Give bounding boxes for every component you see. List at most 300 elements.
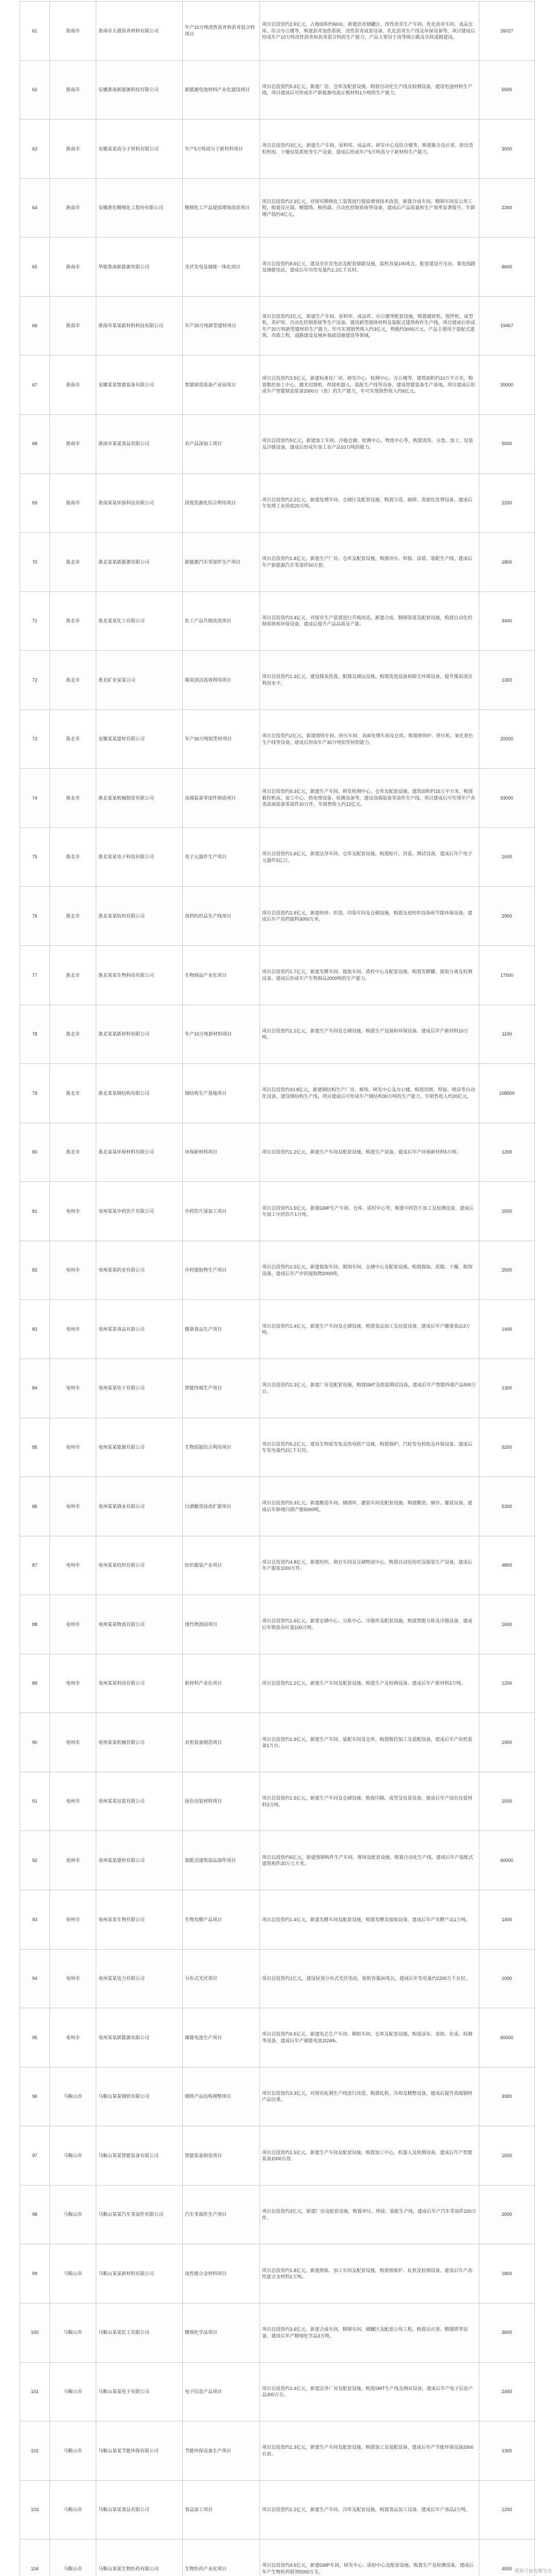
cell-number: 67 <box>20 355 50 415</box>
project-table <box>20 1 535 2576</box>
cell-project: 钢铁产品结构调整项目 <box>183 2067 260 2126</box>
table-row <box>20 533 535 592</box>
cell-number: 75 <box>20 827 50 887</box>
cell-description: 项目总投资约1.2亿元，新建生产车间及配套设施，购置生产及检测设备，建成后年产新材料2万吨。 <box>260 1654 479 1713</box>
cell-investment: 1100 <box>479 1005 535 1064</box>
cell-number: 92 <box>20 1831 50 1890</box>
table-row <box>20 120 535 179</box>
cell-investment: 8600 <box>479 238 535 297</box>
cell-city: 马鞍山市 <box>50 2303 96 2362</box>
table-row <box>20 355 535 415</box>
cell-company: 亳州某某机械有限公司 <box>96 1713 183 1772</box>
cell-description: 项目总投资约3.4亿元，对现有生产装置进行升级改造，新建合成、精制装置及配套设施，购置自动化控制系统和环保设备，建成后提升产品品质及产能。 <box>260 591 479 651</box>
cell-description: 项目总投资约6亿元，新建预制构件生产车间、堆场及配套设施，购置自动化生产线，建成后年产装配式建筑构件20万立方米。 <box>260 1831 479 1890</box>
table-row <box>20 2185 535 2244</box>
cell-city: 马鞍山市 <box>50 2421 96 2481</box>
cell-description: 项目总投资约1.5亿元，新建生产车间及仓储设施，购置印刷、成型及包装设备，建成后年产绿色包装材料3万吨。 <box>260 1772 479 1831</box>
cell-number: 63 <box>20 120 50 179</box>
cell-project: 年产10万吨改性沥青和沥青混合料项目 <box>183 2 260 61</box>
cell-project: 农机装备制造项目 <box>183 1713 260 1772</box>
cell-investment: 1300 <box>479 1359 535 1418</box>
cell-description: 项目总投资约1.3亿元，新建厂房及配套设施，购置SMT及组装测试设备，建成后年产智能终端产品500万台。 <box>260 1359 479 1418</box>
cell-number: 96 <box>20 2067 50 2126</box>
cell-project: 化工产品升级改造项目 <box>183 591 260 651</box>
cell-company: 淮北某某机械制造有限公司 <box>96 769 183 828</box>
cell-number: 68 <box>20 414 50 473</box>
cell-description: 项目总投资约1.6亿元，新建仓储中心、分拣中心、冷链库及配套设施，购置智能分拣及冷链设备，建成后年物流吞吐量100万吨。 <box>260 1595 479 1654</box>
table-row <box>20 1123 535 1182</box>
cell-project: 中药提取物生产项目 <box>183 1241 260 1300</box>
cell-company: 亳州某某食品有限公司 <box>96 1300 183 1359</box>
cell-project: 高端装备零部件制造项目 <box>183 769 260 828</box>
table-row <box>20 1241 535 1300</box>
cell-description: 项目总投资约2亿元，新建厂房及配套设施，购置冲压、焊接、装配生产线，建成后年产汽车零部件100万件。 <box>260 2185 479 2244</box>
cell-investment: 2900 <box>479 887 535 946</box>
cell-number: 78 <box>20 1005 50 1064</box>
cell-investment: 1400 <box>479 1890 535 1950</box>
table-row <box>20 2539 535 2576</box>
table-row <box>20 60 535 120</box>
cell-city: 淮南市 <box>50 296 96 355</box>
cell-description: 项目总投资约10.8亿元，新建钢结构生产厂房、堆场、研发中心及办公楼，购置切割、焊接、喷涂等自动化设备，建设钢结构生产线，项目建成后可形成年产钢结构30万吨的生产能力，年销售收入约20亿元。 <box>260 1064 479 1123</box>
table-row <box>20 1890 535 1950</box>
cell-project: 智能装备制造项目 <box>183 2126 260 2185</box>
cell-investment: 1200 <box>479 2480 535 2539</box>
cell-number: 90 <box>20 1713 50 1772</box>
table-row <box>20 2421 535 2481</box>
cell-description: 项目总投资约5.5亿元，新建厂房、仓库及配套设施，购置自动化生产线及检测设备，建设电池材料生产线，项目建成后可形成年产新能源电池正极材料1万吨的生产能力。 <box>260 60 479 120</box>
table-row <box>20 2 535 61</box>
cell-company: 安徽某某建材有限公司 <box>96 709 183 769</box>
cell-project: 生物制品产业化项目 <box>183 946 260 1005</box>
table-row <box>20 2067 535 2126</box>
cell-description: 项目总投资约4.5亿元，新建GMP车间、研发中心、质检中心及配套设施，购置生产及检测设备，建成后年产生物医药制剂5000万支。 <box>260 2539 479 2576</box>
cell-description: 项目总投资约6.5亿元，新建电芯生产车间、模组车间、仓库及配套设施，购置涂布、卷绕、化成、检测等设备，建成后年产储能电池2GWh。 <box>260 2008 479 2067</box>
cell-city: 马鞍山市 <box>50 2067 96 2126</box>
cell-investment: 2200 <box>479 473 535 533</box>
cell-company: 亳州某某电力有限公司 <box>96 1949 183 2008</box>
cell-investment: 2300 <box>479 178 535 238</box>
cell-number: 62 <box>20 60 50 120</box>
watermark: 搜狐号@安徽发改 <box>514 2568 552 2573</box>
cell-project: 固废资源化综合利用项目 <box>183 473 260 533</box>
cell-company: 淮北某某纺织有限公司 <box>96 887 183 946</box>
cell-city: 淮北市 <box>50 1005 96 1064</box>
cell-investment: 17500 <box>479 946 535 1005</box>
cell-number: 73 <box>20 709 50 769</box>
cell-number: 89 <box>20 1654 50 1713</box>
cell-project: 食品加工项目 <box>183 2480 260 2539</box>
table-row <box>20 238 535 297</box>
cell-number: 101 <box>20 2362 50 2421</box>
cell-investment: 20000 <box>479 709 535 769</box>
cell-investment: 1900 <box>479 1713 535 1772</box>
cell-company: 马鞍山某某汽车零部件有限公司 <box>96 2185 183 2244</box>
cell-company: 马鞍山某某新材料有限公司 <box>96 2244 183 2303</box>
cell-description: 项目总投资约5.2亿元，建设生物质发电及热电联产设施，购置锅炉、汽轮发电机组及环保设备，建成后年发电量约2亿千瓦时。 <box>260 1418 479 1477</box>
cell-city: 淮北市 <box>50 709 96 769</box>
cell-project: 高性能合金材料项目 <box>183 2244 260 2303</box>
cell-number: 76 <box>20 887 50 946</box>
cell-project: 生物发酵产品项目 <box>183 1890 260 1950</box>
cell-number: 102 <box>20 2421 50 2481</box>
cell-number: 88 <box>20 1595 50 1654</box>
cell-project: 电子信息产品项目 <box>183 2362 260 2421</box>
cell-description: 项目总投资约1.4亿元，新建发酵车间及配套设施，购置发酵及提取设备，建成后年产发酵产品1万吨。 <box>260 1890 479 1950</box>
cell-investment: 1600 <box>479 1595 535 1654</box>
cell-city: 亳州市 <box>50 2008 96 2067</box>
cell-city: 淮南市 <box>50 178 96 238</box>
cell-investment: 1500 <box>479 1182 535 1241</box>
cell-city: 亳州市 <box>50 1831 96 1890</box>
cell-city: 亳州市 <box>50 1359 96 1418</box>
cell-description: 项目总投资约1亿元，建设屋顶分布式光伏电站，装机容量20兆瓦，建成后年发电量约2200万千瓦时。 <box>260 1949 479 2008</box>
cell-investment: 1300 <box>479 2421 535 2481</box>
cell-description: 项目总投资约1.4亿元，新建生产车间及仓储设施，购置食品加工及包装设备，建成后年产健康食品3万吨。 <box>260 1300 479 1359</box>
cell-company: 马鞍山某某智能装备有限公司 <box>96 2126 183 2185</box>
cell-investment: 5000 <box>479 414 535 473</box>
cell-city: 淮北市 <box>50 1064 96 1123</box>
cell-city: 淮南市 <box>50 2 96 61</box>
cell-investment: 26027 <box>479 2 535 61</box>
cell-description: 项目总投资约2.6亿元，占地面积约60亩，新建沥青储罐区、改性沥青生产车间、乳化沥青车间、成品仓库、综合办公楼等，购置沥青加热系统、改性沥青成套设备、乳化沥青生产线及环保设备等，项目建成后形成年产10万吨改性沥青和沥青混合料的生产能力，产品主要用于高等级公路及市政道路建设。 <box>260 2 479 61</box>
cell-number: 84 <box>20 1359 50 1418</box>
cell-project: 中药饮片深加工项目 <box>183 1182 260 1241</box>
cell-number: 85 <box>20 1418 50 1477</box>
cell-city: 亳州市 <box>50 1890 96 1950</box>
cell-investment: 1800 <box>479 533 535 592</box>
cell-project: 分布式光伏项目 <box>183 1949 260 2008</box>
cell-city: 淮北市 <box>50 591 96 651</box>
cell-description: 项目总投资约8.6亿元，建设光伏发电站及配套储能设施，装机容量100兆瓦，配套建设升压站、集电线路及储能电站，建成后年均发电量约1.2亿千瓦时。 <box>260 238 479 297</box>
cell-project: 新材料产业化项目 <box>183 1654 260 1713</box>
cell-number: 65 <box>20 238 50 297</box>
cell-description: 项目总投资约5.3亿元，新建酿造车间、储酒库、灌装车间及配套设施，购置酿造、储存、灌装设备，建成后年新增白酒产能5000吨。 <box>260 1477 479 1536</box>
cell-city: 亳州市 <box>50 1713 96 1772</box>
cell-description: 项目总投资约1.1亿元，新建生产车间及仓储设施，购置生产设备和环保设备，建成后年产新材料10万吨。 <box>260 1005 479 1064</box>
cell-investment: 3600 <box>479 2303 535 2362</box>
cell-number: 74 <box>20 769 50 828</box>
cell-project: 钢结构生产基地项目 <box>183 1064 260 1123</box>
table-row <box>20 1359 535 1418</box>
table-row <box>20 2126 535 2185</box>
cell-investment: 1300 <box>479 651 535 710</box>
cell-number: 86 <box>20 1477 50 1536</box>
cell-project: 精细化学品项目 <box>183 2303 260 2362</box>
cell-city: 亳州市 <box>50 1241 96 1300</box>
cell-number: 72 <box>20 651 50 710</box>
cell-city: 马鞍山市 <box>50 2185 96 2244</box>
cell-company: 亳州某某能源有限公司 <box>96 1418 183 1477</box>
cell-company: 淮北某某钢结构有限公司 <box>96 1064 183 1123</box>
cell-city: 亳州市 <box>50 1300 96 1359</box>
cell-investment: 60000 <box>479 1831 535 1890</box>
cell-description: 项目总投资约4.8亿元，新建纺织、制衣车间及仓储物流中心，购置自动化纺织及服装生产设备，建成后年产服装1000万件。 <box>260 1536 479 1595</box>
cell-project: 新能源汽车零部件生产项目 <box>183 533 260 592</box>
cell-number: 98 <box>20 2185 50 2244</box>
table-row <box>20 651 535 710</box>
cell-city: 淮南市 <box>50 473 96 533</box>
cell-city: 淮南市 <box>50 120 96 179</box>
cell-project: 生物医药产业化项目 <box>183 2539 260 2576</box>
cell-project: 光伏发电及储能一体化项目 <box>183 238 260 297</box>
cell-project: 汽车零部件生产项目 <box>183 2185 260 2244</box>
cell-company: 安徽淮化精细化工股份有限公司 <box>96 178 183 238</box>
cell-project: 电子元器件生产项目 <box>183 827 260 887</box>
cell-project: 煤炭清洁高效利用项目 <box>183 651 260 710</box>
cell-description: 项目总投资约2亿元，新建生产车间、原料库、成品库、办公楼等配套设施，购置破碎机、搅拌机、成型机、养护窑、自动化控制系统等生产设备，建设新型墙体材料及装配式建筑构件生产线，项目建成后形成年产20万吨新型建材的生产能力，年可实现销售收入约3亿元，利税约3000万元。产品主要用于装配式建筑、市政工程、道路建设及城乡基础设施建设等领域。 <box>260 296 479 355</box>
cell-project: 年产10万吨新材料项目 <box>183 1005 260 1064</box>
table-row <box>20 1772 535 1831</box>
cell-company: 马鞍山某某生物医药有限公司 <box>96 2539 183 2576</box>
cell-investment: 1200 <box>479 1123 535 1182</box>
cell-investment: 1400 <box>479 1300 535 1359</box>
cell-company: 亳州某某物流有限公司 <box>96 1595 183 1654</box>
cell-description: 项目总投资约1.9亿元，新建生产车间、装配车间及仓库，购置数控加工及装配设备，建成后年产农机装备1万台。 <box>260 1713 479 1772</box>
cell-investment: 93000 <box>479 769 535 828</box>
cell-company: 亳州某某电子有限公司 <box>96 1359 183 1418</box>
cell-city: 马鞍山市 <box>50 2362 96 2421</box>
cell-project: 生物质能综合利用项目 <box>183 1418 260 1477</box>
cell-project: 年产20万吨新型建材项目 <box>183 296 260 355</box>
cell-investment: 3000 <box>479 120 535 179</box>
cell-city: 淮北市 <box>50 533 96 592</box>
cell-city: 马鞍山市 <box>50 2244 96 2303</box>
table-row <box>20 827 535 887</box>
cell-description: 项目总投资约1.2亿元，新建生产车间及配套设施，购置生产设备，建成后年产环保新材料5万吨。 <box>260 1123 479 1182</box>
cell-investment: 1600 <box>479 827 535 887</box>
cell-description: 项目总投资约2亿元，新建熔铸车间、挤压车间、表面处理车间及仓库，购置熔铸炉、挤压机、氧化着色生产线等设备，建成后形成年产30万吨铝型材的能力。 <box>260 709 479 769</box>
cell-description: 项目总投资约1.7亿元，新建发酵车间、提取车间、质检中心及配套设施，购置发酵罐、提取分离及检测设备，建成后形成年产生物制品2000吨的生产能力。 <box>260 946 479 1005</box>
cell-investment: 65000 <box>479 2008 535 2067</box>
cell-number: 71 <box>20 591 50 651</box>
cell-city: 淮南市 <box>50 60 96 120</box>
cell-investment: 5500 <box>479 60 535 120</box>
cell-city: 淮北市 <box>50 946 96 1005</box>
cell-company: 马鞍山某某食品有限公司 <box>96 2480 183 2539</box>
cell-city: 马鞍山市 <box>50 2539 96 2576</box>
table-row <box>20 414 535 473</box>
table-row <box>20 769 535 828</box>
cell-investment: 1000 <box>479 1949 535 2008</box>
table-row <box>20 473 535 533</box>
cell-company: 淮南市某某食品有限公司 <box>96 414 183 473</box>
cell-number: 100 <box>20 2303 50 2362</box>
cell-investment: 2000 <box>479 2185 535 2244</box>
table-row <box>20 1064 535 1123</box>
cell-description: 项目总投资约3亿元，新建生产车间、原料库、成品库、研发中心及综合楼等，购置聚合反应釜、挤出造粒机组、干燥包装系统等生产设备，建成后形成年产5万吨高分子新材料生产能力。 <box>260 120 479 179</box>
cell-description: 项目总投资约3.6亿元，新建合成车间、精制车间、储罐区及配套公用工程，购置反应釜、精馏塔等设备，建成后年产精细化学品3万吨。 <box>260 2303 479 2362</box>
cell-city: 淮北市 <box>50 827 96 887</box>
cell-investment: 3400 <box>479 591 535 651</box>
cell-company: 安徽某某高分子材料有限公司 <box>96 120 183 179</box>
cell-city: 淮北市 <box>50 887 96 946</box>
cell-project: 现代物流园项目 <box>183 1595 260 1654</box>
table-row <box>20 1182 535 1241</box>
cell-company: 马鞍山某某化工有限公司 <box>96 2303 183 2362</box>
cell-project: 绿色包装材料项目 <box>183 1772 260 1831</box>
cell-number: 87 <box>20 1536 50 1595</box>
cell-number: 69 <box>20 473 50 533</box>
table-body <box>20 2 535 2576</box>
cell-city: 亳州市 <box>50 1418 96 1477</box>
table-row <box>20 1300 535 1359</box>
cell-project: 纺织服装产业项目 <box>183 1536 260 1595</box>
cell-city: 亳州市 <box>50 1654 96 1713</box>
cell-company: 亳州某某包装有限公司 <box>96 1772 183 1831</box>
cell-project: 新能源电池材料产业化建设项目 <box>183 60 260 120</box>
cell-number: 97 <box>20 2126 50 2185</box>
cell-project: 年产30万吨铝型材项目 <box>183 709 260 769</box>
table-row <box>20 1949 535 2008</box>
cell-company: 亳州某某新能源有限公司 <box>96 2008 183 2067</box>
cell-description: 项目总投资约1.6亿元，新建洁净车间、仓库及配套设施，购置贴片、封装、测试设备，建成后年产电子元器件5亿只。 <box>260 827 479 887</box>
cell-company: 亳州某某药业有限公司 <box>96 1241 183 1300</box>
table-row <box>20 2480 535 2539</box>
cell-city: 亳州市 <box>50 1949 96 2008</box>
table-row <box>20 1654 535 1713</box>
table-row <box>20 2362 535 2421</box>
cell-city: 亳州市 <box>50 1182 96 1241</box>
cell-number: 80 <box>20 1123 50 1182</box>
cell-company: 亳州某某生物有限公司 <box>96 1890 183 1950</box>
cell-company: 淮北某某新能源有限公司 <box>96 533 183 592</box>
cell-number: 64 <box>20 178 50 238</box>
cell-number: 83 <box>20 1300 50 1359</box>
cell-number: 94 <box>20 1949 50 2008</box>
cell-investment: 2400 <box>479 2362 535 2421</box>
cell-description: 项目总投资约5亿元，新建加工车间、冷链仓储、检测中心、物流中心等，购置清洗、分选、加工、包装及冷链设备，建成后形成年加工农产品10万吨的能力。 <box>260 414 479 473</box>
cell-project: 储能电池生产项目 <box>183 2008 260 2067</box>
cell-number: 77 <box>20 946 50 1005</box>
table-row <box>20 2008 535 2067</box>
cell-project: 精细化工产品提质增效改造项目 <box>183 178 260 238</box>
cell-description: 项目总投资约1.8亿元，新建生产厂房、仓库及配套设施，购置冲压、焊接、涂装、装配生产线，建成后年产新能源汽车零部件50万套。 <box>260 533 479 592</box>
cell-city: 亳州市 <box>50 1477 96 1536</box>
cell-investment: 1800 <box>479 2244 535 2303</box>
cell-investment: 1200 <box>479 1654 535 1713</box>
cell-investment: 4500 <box>479 2539 535 2576</box>
cell-city: 亳州市 <box>50 1536 96 1595</box>
cell-company: 亳州某某建材有限公司 <box>96 1831 183 1890</box>
cell-description: 项目总投资约9.3亿元，新建生产车间、研发检测中心、仓库及配套设施，建筑面积约15万平方米，购置数控机床、加工中心、热处理设备、检测设备等，建设高端装备零部件生产线，项目建成后可实现年产各类高端装备零部件20万件，年销售收入约12亿元。 <box>260 769 479 828</box>
table-row <box>20 887 535 946</box>
cell-investment: 5200 <box>479 1418 535 1477</box>
table-row <box>20 296 535 355</box>
table-row <box>20 1418 535 1477</box>
cell-description: 项目总投资约3.3亿元，对现有轧钢生产线进行改造，购置轧机、冷却及精整设备，建成后提升高端钢材产品比重。 <box>260 2067 479 2126</box>
table-row <box>20 2303 535 2362</box>
table-row <box>20 2244 535 2303</box>
cell-company: 淮北某某化工有限公司 <box>96 591 183 651</box>
table-row <box>20 1536 535 1595</box>
cell-number: 95 <box>20 2008 50 2067</box>
cell-project: 年产5万吨高分子新材料项目 <box>183 120 260 179</box>
cell-company: 淮北某某电子科技有限公司 <box>96 827 183 887</box>
cell-city: 淮南市 <box>50 414 96 473</box>
cell-description: 项目总投资约2.5亿元，新建提取车间、制剂车间、仓储中心及配套设施，购置提取、浓缩、干燥、制剂设备，建成后年产中药提取物2000吨。 <box>260 1241 479 1300</box>
table-row <box>20 709 535 769</box>
cell-company: 亳州某某酒业有限公司 <box>96 1477 183 1536</box>
cell-company: 淮北某某新材料有限公司 <box>96 1005 183 1064</box>
cell-number: 93 <box>20 1890 50 1950</box>
cell-number: 99 <box>20 2244 50 2303</box>
cell-project: 智能制造装备产业园项目 <box>183 355 260 415</box>
cell-city: 淮北市 <box>50 1123 96 1182</box>
cell-investment: 1500 <box>479 1772 535 1831</box>
cell-description: 项目总投资约3.5亿元，新建标准化厂房、研发中心、检测中心、办公楼等，建筑面积约10万平方米，购置数控加工中心、激光切割机、焊接机器人、装配生产线等设备，建设智能装备生产基地，项目建成后形成年产智能制造装备2000台（套）的生产能力，年可实现销售收入约6亿元。 <box>260 355 479 415</box>
cell-number: 104 <box>20 2539 50 2576</box>
cell-investment: 2500 <box>479 1241 535 1300</box>
table-row <box>20 1005 535 1064</box>
cell-investment: 4800 <box>479 1536 535 1595</box>
cell-company: 马鞍山某某钢铁有限公司 <box>96 2067 183 2126</box>
cell-description: 项目总投资约1.2亿元，新建生产车间、冷库及配套设施，购置食品加工设备，建成后年产食品2万吨。 <box>260 2480 479 2539</box>
cell-company: 亳州某某科技有限公司 <box>96 1654 183 1713</box>
cell-investment: 108000 <box>479 1064 535 1123</box>
cell-city: 亳州市 <box>50 1772 96 1831</box>
cell-number: 91 <box>20 1772 50 1831</box>
cell-city: 淮南市 <box>50 238 96 297</box>
cell-company: 马鞍山某某节能环保有限公司 <box>96 2421 183 2481</box>
cell-description: 项目总投资约1.8亿元，新建熔炼、加工车间及配套设施，购置熔炼炉、轧机及检测设备，建成后年产高性能合金材料1万吨。 <box>260 2244 479 2303</box>
cell-number: 79 <box>20 1064 50 1123</box>
cell-company: 华能淮南新能源有限公司 <box>96 238 183 297</box>
table-row <box>20 178 535 238</box>
cell-investment: 19467 <box>479 296 535 355</box>
cell-city: 淮北市 <box>50 651 96 710</box>
cell-number: 61 <box>20 2 50 61</box>
table-row <box>20 1477 535 1536</box>
cell-investment: 5300 <box>479 1477 535 1536</box>
table-row <box>20 946 535 1005</box>
cell-description: 项目总投资约2.9亿元，新建纺纱、织造、印染车间及仓储设施，购置先进纺织设备和节能环保设备，建成后年产高档面料3000万米。 <box>260 887 479 946</box>
cell-description: 项目总投资约1.5亿元，新建生产车间及配套设施，购置加工中心、机器人及检测设备，建成后年产智能装备1000台套。 <box>260 2126 479 2185</box>
table-row <box>20 1831 535 1890</box>
cell-company: 亳州某某纺织有限公司 <box>96 1536 183 1595</box>
cell-investment: 3300 <box>479 2067 535 2126</box>
cell-description: 项目总投资约1.3亿元，建设煤炭洗选、配煤及储运设施，购置洗选设备和除尘环保设备，提升煤炭清洁利用水平。 <box>260 651 479 710</box>
cell-city: 淮北市 <box>50 769 96 828</box>
cell-company: 安徽淮南新能源科技有限公司 <box>96 60 183 120</box>
cell-number: 70 <box>20 533 50 592</box>
cell-project: 健康食品生产项目 <box>183 1300 260 1359</box>
cell-city: 马鞍山市 <box>50 2480 96 2539</box>
cell-company: 亳州某某中药饮片有限公司 <box>96 1182 183 1241</box>
cell-company: 淮南市大港沥青材料有限公司 <box>96 2 183 61</box>
cell-number: 82 <box>20 1241 50 1300</box>
cell-description: 项目总投资约2.3亿元，对现有精细化工装置进行提质增效技术改造，新建合成车间、精制车间及公用工程，购置反应器、精馏塔、换热器、自动化控制系统等设备，建成后产品质量和生产效率显著提升，年新增产值约4亿元。 <box>260 178 479 238</box>
cell-project: 节能环保设备生产项目 <box>183 2421 260 2481</box>
cell-description: 项目总投资约1.3亿元，新建生产车间及配套设施，购置加工及装配设备，建成后年产节能环保设备2000台套。 <box>260 2421 479 2481</box>
cell-investment: 35000 <box>479 355 535 415</box>
cell-project: 高档纺织品生产线项目 <box>183 887 260 946</box>
cell-city: 马鞍山市 <box>50 2126 96 2185</box>
cell-number: 81 <box>20 1182 50 1241</box>
cell-company: 淮南某某环保科技有限公司 <box>96 473 183 533</box>
cell-investment: 1500 <box>479 2126 535 2185</box>
cell-company: 淮北矿业某某公司 <box>96 651 183 710</box>
table-row <box>20 1713 535 1772</box>
cell-company: 淮北某某生物科技有限公司 <box>96 946 183 1005</box>
cell-company: 淮南市某某新材料科技有限公司 <box>96 296 183 355</box>
cell-company: 安徽某某智能装备有限公司 <box>96 355 183 415</box>
cell-company: 马鞍山某某电子有限公司 <box>96 2362 183 2421</box>
cell-number: 103 <box>20 2480 50 2539</box>
table-row <box>20 1595 535 1654</box>
cell-description: 项目总投资约2.2亿元，新建处理车间、仓储区及配套设施，购置分选、破碎、资源化处理设备，建成后年处理工业固废20万吨。 <box>260 473 479 533</box>
cell-description: 项目总投资约2.4亿元，新建洁净厂房及配套设施，购置SMT生产线及测试设备，建成后年产电子信息产品300万台。 <box>260 2362 479 2421</box>
